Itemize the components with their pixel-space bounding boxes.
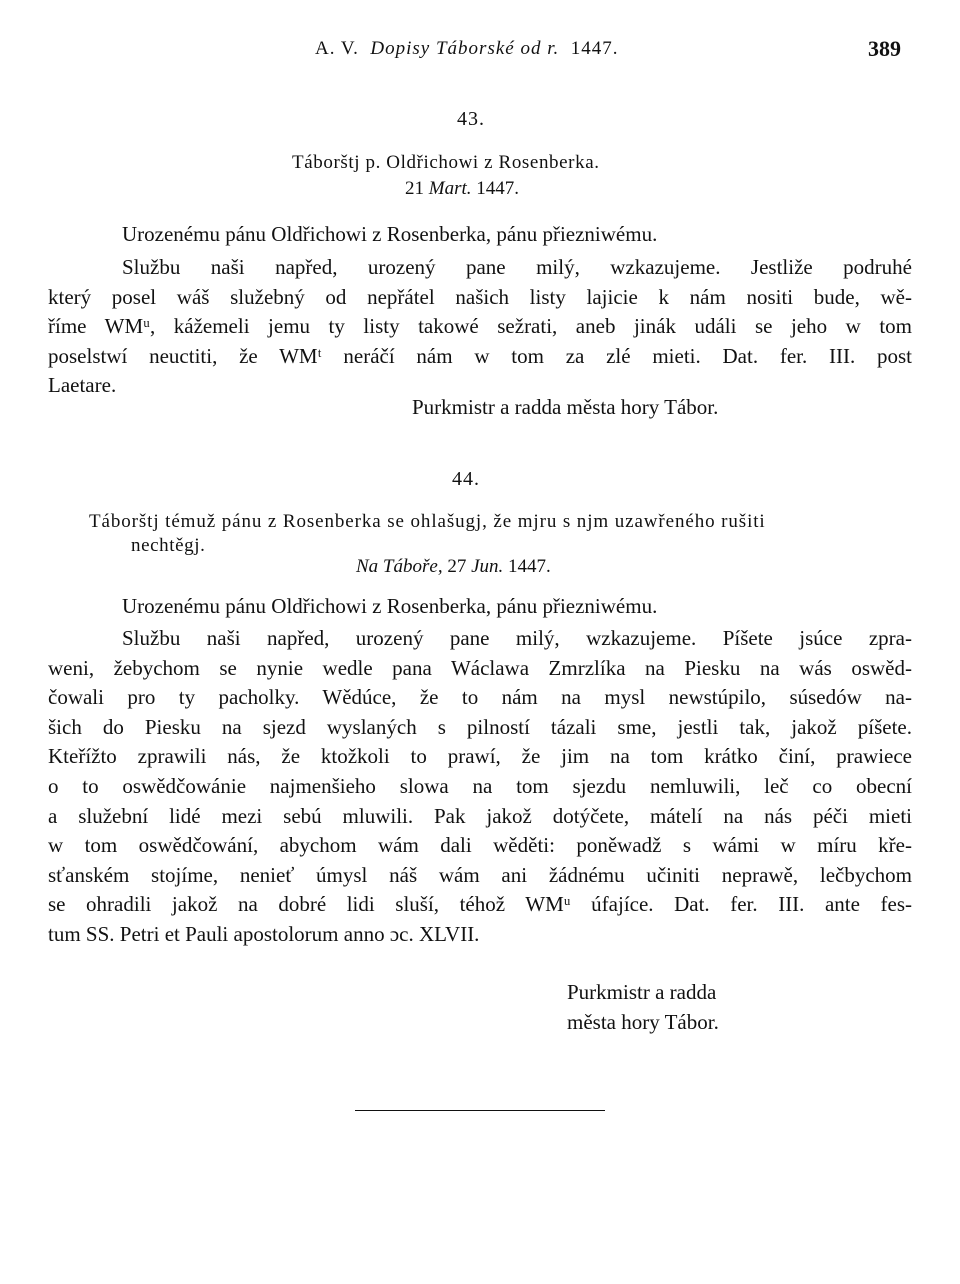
letter-dateline [405, 178, 519, 200]
letter-salutation: Urozenému pánu Oldřichowi z Rosenberka, pánu přiezniwému. [122, 594, 658, 618]
date-place: Na Tábořе, [356, 556, 443, 577]
body-line: weni, žebychom se nynie wedle pana Wáclawa Zmrzlíka na Piesku na wás oswěd- [48, 655, 912, 680]
body-line: Kteřížto zprawili nás, že ktožkoli to prawí, že jim na tom krátko činí, prawiece [48, 744, 912, 769]
closing-rule [355, 1110, 605, 1111]
body-line: se ohradili jakož na dobré lidi sluší, téhož WMᵘ úfajíce. Dat. fer. III. ante fes- [48, 892, 912, 917]
running-head-prefix: A. V. [315, 38, 359, 59]
date-month: Jun. [471, 556, 504, 577]
body-line: šich do Piesku na sjezd wyslaných s pilností tázali sme, jestli tak, jakož píšete. [48, 714, 912, 739]
letter-caption: Táborštj témuž pánu z Rosenberka se ohlašugj, že mjru s njm uzawřeného rušiti [89, 511, 766, 532]
body-line: a služební lidé mezi sebú mluwili. Pak jakož dotýčete, mátelí na nás péči mieti [48, 803, 912, 828]
running-head-title: Dopisy Táborské od r. [370, 38, 560, 59]
running-head [315, 38, 619, 60]
body-line: čowali pro ty pacholky. Wědúce, že to nám na mysl newstúpilo, súsedów na- [48, 685, 912, 710]
letter-signature: Purkmistr a radda města hory Tábor. [412, 395, 719, 419]
body-line: tum SS. Petri et Pauli apostolorum anno ɔc. XLVII. [48, 921, 480, 946]
body-line: říme WMᵘ, kážemeli jemu ty listy takowé sežrati, aneb jinák událi se jeho w tom [48, 314, 912, 339]
letter-number: 44. [452, 468, 480, 490]
body-line: Laetare. [48, 373, 117, 398]
date-day: 21 [405, 178, 424, 199]
body-line: sťanském stojíme, nenieť úmysl náš wám ani žádnému učiniti neprawě, lečbychom [48, 862, 912, 887]
running-head-year: 1447. [570, 38, 619, 59]
body-line: poselstwí neuctiti, že WMᵗ neráčí nám w tom za zlé mieti. Dat. fer. III. post [48, 343, 912, 368]
body-line: w tom oswědčowání, abychom wám dali wěděti: poněwadž s wámi w míru křе- [48, 833, 912, 858]
body-line: Službu naši napřed, urozený pane milý, wzkazujeme. Jestliže podruhé [122, 255, 912, 279]
letter-number: 43. [457, 108, 485, 130]
date-year: 1447. [508, 556, 551, 577]
date-day: 27 [447, 556, 467, 577]
body-line: Službu naši napřed, urozený pane milý, wzkazujeme. Píšete jsúce zpra- [122, 626, 912, 650]
letter-salutation: Urozenému pánu Oldřichowi z Rosenberka, pánu přiezniwému. [122, 222, 658, 246]
letter-signature-continued: města hory Tábor. [567, 1010, 719, 1034]
letter-caption-continued: nechtěgj. [131, 535, 206, 556]
page-number: 389 [868, 36, 901, 61]
letter-dateline [356, 556, 551, 578]
body-line: který posel wáš služebný od nepřátel našich listy lajicie k nám nositi bude, wě- [48, 284, 912, 309]
letter-body [48, 624, 912, 950]
letter-body [48, 253, 912, 401]
letter-signature: Purkmistr a radda [567, 980, 717, 1004]
date-month: Mart. [428, 178, 472, 199]
date-year: 1447. [476, 178, 519, 199]
letter-caption: Táborštj p. Oldřichowi z Rosenberka. [292, 152, 600, 173]
body-line: o to oswědčowánie najmenšieho slowa na tom sjezdu nemluwili, leč co obecní [48, 773, 912, 798]
